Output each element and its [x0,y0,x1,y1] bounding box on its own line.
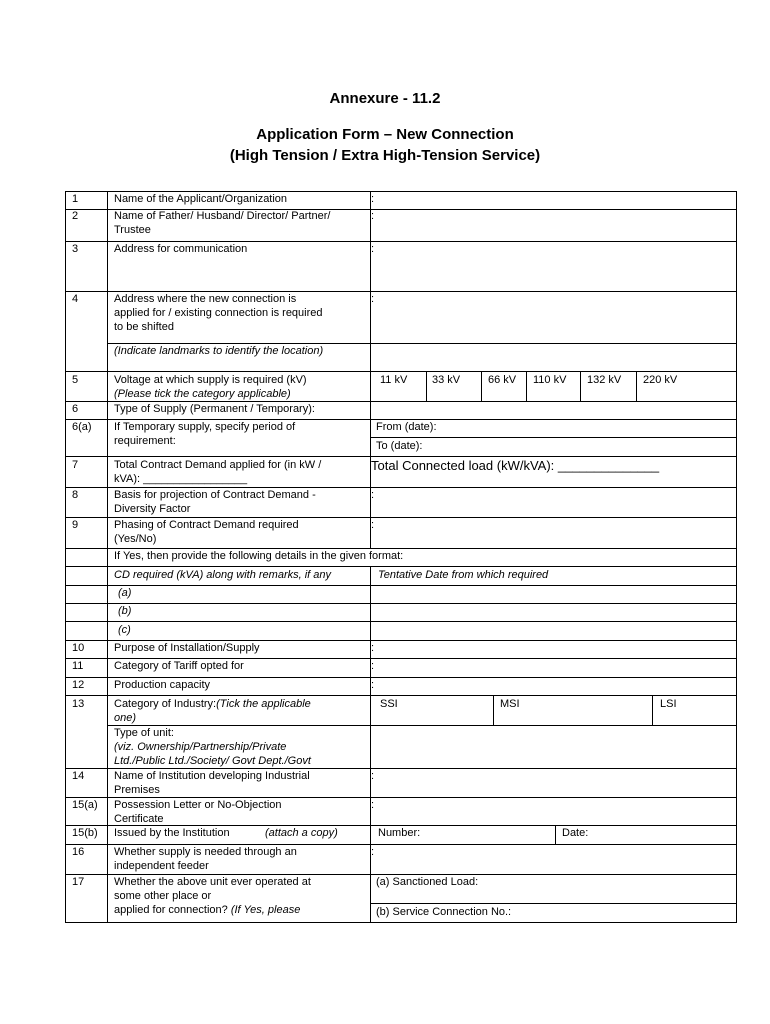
row-line [65,456,737,457]
voltage-option-110kv[interactable]: 110 kV [533,374,567,386]
tariff-category-label: Category of Tariff opted for [114,660,244,672]
industry-category-label [114,698,311,712]
prior-operation-label-text: applied for connection? [114,904,228,916]
row-line [65,241,737,242]
prior-operation-note: (If Yes, please [230,904,301,916]
row-number: 9 [72,519,79,531]
father-husband-label: Name of Father/ Husband/ Director/ Partner/ [114,210,331,222]
industry-category-label-text: Category of Industry: [114,698,217,710]
phasing-label: Phasing of Contract Demand required [114,519,299,531]
connection-address-label: Address where the new connection is [114,293,297,305]
independent-feeder-label: independent feeder [114,860,209,872]
purpose-field[interactable]: : [371,642,375,654]
applicant-name-label: Name of the Applicant/Organization [114,193,288,205]
demand-basis-label: Basis for projection of Contract Demand - [114,489,316,501]
voltage-cell-divider [426,371,427,401]
temporary-period-label: requirement: [114,435,176,447]
industry-category-tick-note: (Tick the applicable [216,698,311,710]
voltage-tick-note: (Please tick the category applicable) [114,388,291,400]
row-number: 11 [72,660,84,672]
prior-operation-label: some other place or [114,890,212,902]
form-subtitle: (High Tension / Extra High-Tension Service) [229,147,541,164]
row-number: 6(a) [72,421,92,433]
table-border-left [65,191,66,923]
industry-cell-divider [652,695,653,725]
label-column-divider [370,566,371,923]
institution-name-label: Premises [114,784,160,796]
from-date-field[interactable]: From (date): [376,421,437,433]
row-number: 2 [72,210,79,222]
row-number: 15(a) [72,799,98,811]
voltage-cell-divider [481,371,482,401]
row-number: 16 [72,846,85,858]
row-line [65,548,737,549]
possession-letter-label: Possession Letter or No-Objection [114,799,282,811]
connection-address-label: applied for / existing connection is required [114,307,323,319]
row-number: 15(b) [72,827,98,839]
table-border-bottom [65,922,737,923]
connection-address-field[interactable]: : [371,293,375,305]
independent-feeder-label: Whether supply is needed through an [114,846,297,858]
row-line [107,725,737,726]
contract-demand-field[interactable]: kVA): _________________ [114,473,248,485]
connected-load-field[interactable]: Total Connected load (kW/kVA): ______________ [371,458,660,473]
row-number: 10 [72,642,85,654]
row-line [65,825,737,826]
phasing-row-c: (c) [118,624,131,636]
annexure-heading: Annexure - 11.2 [329,90,441,107]
row-line [65,585,737,586]
service-connection-field[interactable]: (b) Service Connection No.: [376,906,512,918]
phasing-field[interactable]: : [371,519,375,531]
row-line [65,844,737,845]
applicant-name-field[interactable]: : [371,193,375,205]
row-number: 6 [72,403,79,415]
phasing-row-b: (b) [118,605,132,617]
industry-cell-divider [493,695,494,725]
connection-address-label: to be shifted [114,321,174,333]
industry-category-tick-note: one) [114,712,137,724]
number-date-divider [555,825,556,844]
row-number: 14 [72,770,85,782]
row-line [65,677,737,678]
row-line [65,658,737,659]
row-line [65,566,737,567]
supply-type-label: Type of Supply (Permanent / Temporary): [114,403,315,415]
cd-required-header: CD required (kVA) along with remarks, if any [114,569,332,581]
voltage-cell-divider [636,371,637,401]
unit-type-label: Type of unit: [114,727,174,739]
row-number: 7 [72,459,79,471]
row-number: 3 [72,243,79,255]
voltage-cell-divider [526,371,527,401]
issued-by-label: Issued by the Institution [114,827,230,839]
phasing-details-instruction: If Yes, then provide the following details in the given format: [114,550,404,562]
voltage-cell-divider [580,371,581,401]
row-line [370,437,737,438]
institution-name-field[interactable]: : [371,770,375,782]
father-husband-label: Trustee [114,224,151,236]
sanctioned-load-field[interactable]: (a) Sanctioned Load: [376,876,479,888]
row-number: 12 [72,679,85,691]
production-capacity-label: Production capacity [114,679,210,691]
form-title: Application Form – New Connection [256,126,514,143]
row-number: 4 [72,293,79,305]
tariff-category-field[interactable]: : [371,660,375,672]
independent-feeder-field[interactable]: : [371,846,375,858]
demand-basis-label: Diversity Factor [114,503,191,515]
landmarks-note: (Indicate landmarks to identify the location) [114,345,324,357]
row-line [65,419,737,420]
table-border-right [736,191,737,923]
industry-option-ssi[interactable]: SSI [380,698,398,710]
row-line [370,903,737,904]
voltage-option-220kv[interactable]: 220 kV [643,374,678,386]
row-number: 13 [72,698,85,710]
communication-address-field[interactable]: : [371,243,375,255]
row-line [65,191,737,192]
voltage-option-132kv[interactable]: 132 kV [587,374,622,386]
row-line [65,487,737,488]
institution-name-label: Name of Institution developing Industrial [114,770,310,782]
row-number: 17 [72,876,85,888]
tentative-date-header: Tentative Date from which required [378,569,549,581]
row-number: 8 [72,489,79,501]
prior-operation-label: Whether the above unit ever operated at [114,876,311,888]
row-number: 1 [72,193,79,205]
possession-letter-field[interactable]: : [371,799,375,811]
father-husband-field[interactable]: : [371,210,375,222]
industry-option-lsi[interactable]: LSI [660,698,677,710]
voltage-option-33kv[interactable]: 33 kV [432,374,461,386]
row-line [65,695,737,696]
voltage-label: Voltage at which supply is required (kV) [114,374,307,386]
prior-operation-label [114,904,300,918]
purpose-label: Purpose of Installation/Supply [114,642,260,654]
unit-type-options: (viz. Ownership/Partnership/Private [114,741,287,753]
row-line [65,291,737,292]
contract-demand-label: Total Contract Demand applied for (in kW / [114,459,322,471]
voltage-option-11kv[interactable]: 11 kV [380,374,408,386]
row-line [65,874,737,875]
possession-letter-label: Certificate [114,813,164,825]
phasing-label: (Yes/No) [114,533,157,545]
row-line [65,517,737,518]
to-date-field[interactable]: To (date): [376,440,423,452]
voltage-option-66kv[interactable]: 66 kV [488,374,517,386]
phasing-row-a: (a) [118,587,132,599]
temporary-period-label: If Temporary supply, specify period of [114,421,296,433]
unit-type-options: Ltd./Public Ltd./Society/ Govt Dept./Govt [114,755,311,767]
row-number: 5 [72,374,79,386]
number-column-divider [107,191,108,923]
row-line [65,640,737,641]
demand-basis-field[interactable]: : [371,489,375,501]
letter-date-field[interactable]: Date: [562,827,589,839]
row-line [65,603,737,604]
row-line [65,621,737,622]
industry-option-msi[interactable]: MSI [500,698,520,710]
attach-copy-note: (attach a copy) [265,827,338,839]
row-line [107,343,737,344]
communication-address-label: Address for communication [114,243,248,255]
production-capacity-field[interactable]: : [371,679,375,691]
row-line [65,797,737,798]
letter-number-field[interactable]: Number: [378,827,421,839]
